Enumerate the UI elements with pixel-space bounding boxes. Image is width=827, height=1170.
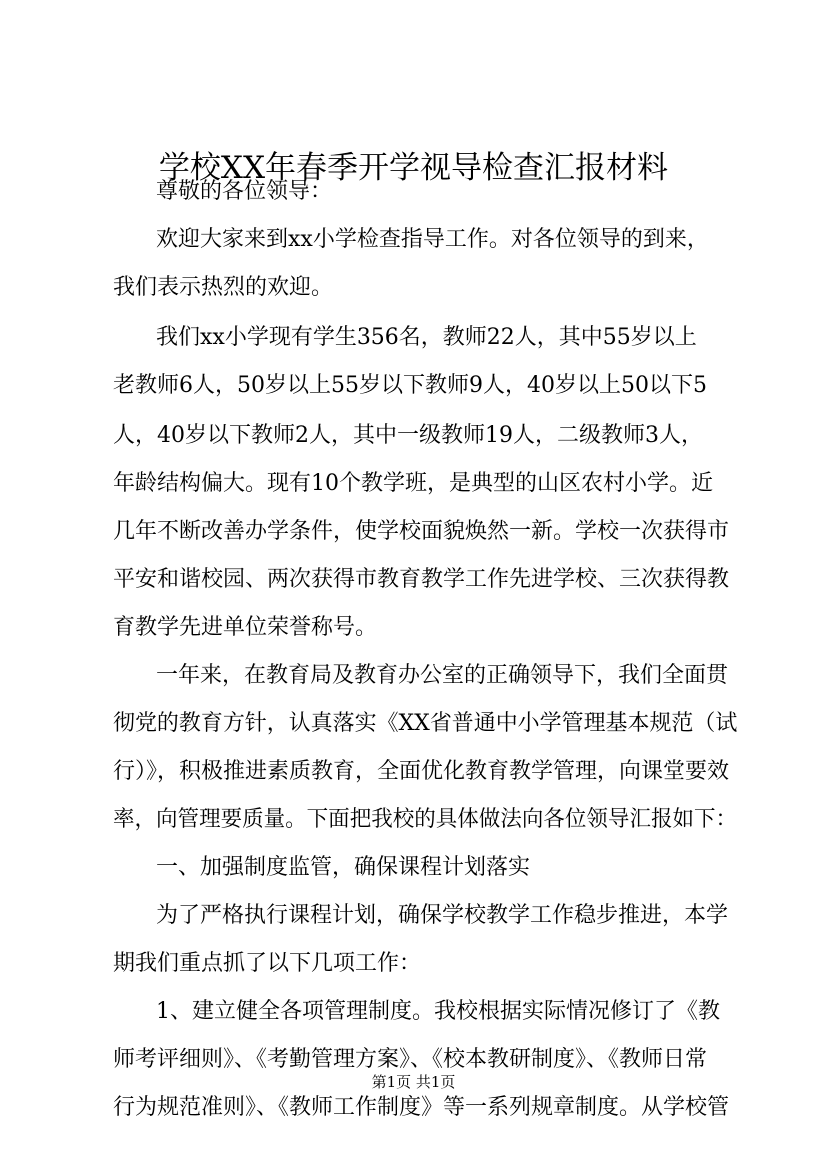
body-line: 人，40岁以下教师2人，其中一级教师19人，二级教师3人， (113, 423, 703, 448)
body-line: 年龄结构偏大。现有10个教学班，是典型的山区农村小学。近 (113, 471, 713, 496)
body-line: 我们表示热烈的欢迎。 (113, 275, 334, 300)
body-line: 几年不断改善办学条件，使学校面貌焕然一新。学校一次获得市 (113, 519, 730, 544)
body-line: 期我们重点抓了以下几项工作： (113, 951, 422, 976)
body-line: 尊敬的各位领导： (156, 179, 333, 204)
body-line: 行为规范准则》、《教师工作制度》等一系列规章制度。从学校管 (113, 1095, 730, 1120)
body-line: 师考评细则》、《考勤管理方案》、《校本教研制度》、《教师日常 (113, 1047, 708, 1072)
document-title: 学校XX年春季开学视导检查汇报材料 (158, 150, 669, 186)
body-line: 1、建立健全各项管理制度。我校根据实际情况修订了《教 (156, 999, 720, 1024)
body-line: 欢迎大家来到xx小学检查指导工作。对各位领导的到来， (156, 227, 709, 252)
page-footer: 第1页 共1页 (371, 1073, 456, 1091)
body-line: 育教学先进单位荣誉称号。 (113, 615, 378, 640)
body-line: 老教师6人，50岁以上55岁以下教师9人，40岁以上50以下5 (113, 373, 707, 398)
body-line: 率，向管理要质量。下面把我校的具体做法向各位领导汇报如下： (113, 807, 738, 832)
body-line: 彻党的教育方针，认真落实《XX省普通中小学管理基本规范（试 (113, 711, 738, 736)
body-line: 为了严格执行课程计划，确保学校教学工作稳步推进，本学 (156, 903, 729, 928)
body-line: 一年来，在教育局及教育办公室的正确领导下，我们全面贯 (156, 663, 729, 688)
body-line: 我们xx小学现有学生356名，教师22人，其中55岁以上 (156, 325, 697, 350)
body-line: 平安和谐校园、两次获得市教育教学工作先进学校、三次获得教 (113, 567, 730, 592)
section-heading: 一、加强制度监管，确保课程计划落实 (156, 855, 531, 880)
body-line: 行）》，积极推进素质教育，全面优化教育教学管理，向课堂要效 (113, 759, 730, 784)
